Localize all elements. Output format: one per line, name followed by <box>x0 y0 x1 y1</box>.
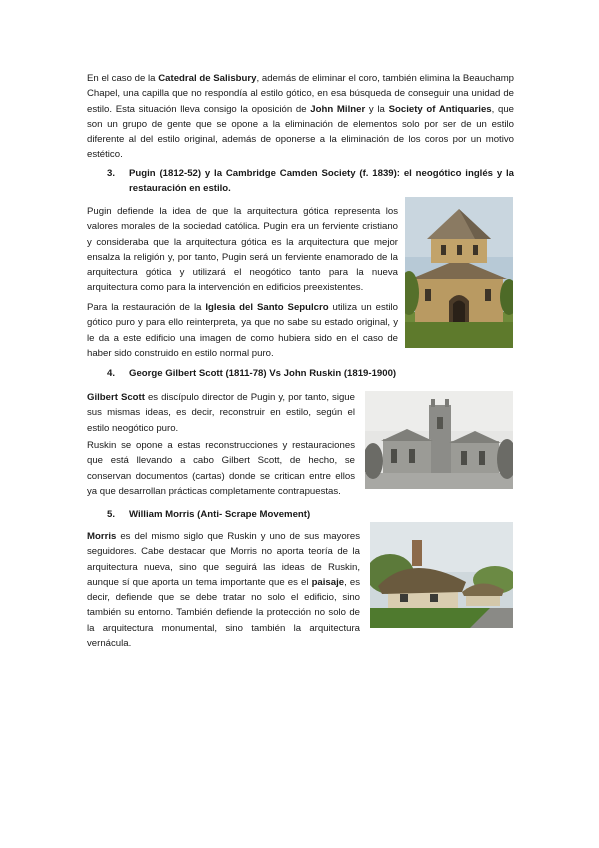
thatched-cottages-photo <box>370 522 513 628</box>
intro-text: , que son un grupo de gente que se opone a la eliminación de elementos solo por ser de un estilo diferente al del estilo original, además de oponerse a la eliminación de los coros por un motivo estético. <box>87 103 515 161</box>
paragraph-text: es discípulo director de Pugin y, por tanto, sigue sus mismas ideas, es decir, reconstruir en estilo, según el estilo neogótico puro. <box>87 392 355 434</box>
intro-paragraph <box>87 71 514 163</box>
gilbert-scott-term: Gilbert Scott <box>87 392 145 403</box>
section-5-heading <box>107 507 514 522</box>
paragraph-text: Ruskin se opone a estas reconstrucciones y restauraciones que está llevando a cabo Gilbert Scott, de hecho, se conservan documentos (cartas) donde se critican entre ellos ya que desarrollan prácticas completamente contrapuestas. <box>87 440 355 497</box>
section-5-paragraph <box>87 529 360 651</box>
paragraph-text: Para la restauración de la <box>87 302 206 313</box>
intro-text: y la <box>365 103 389 115</box>
section-number: 5. <box>107 509 116 520</box>
paragraph-text: utiliza un estilo gótico puro y para ello reinterpreta, ya que no sabe su estado original, y le da a este edificio una imagen de como hubiera sido en el caso de haber sido construido en estilo normal puro. <box>87 302 399 359</box>
section-title: William Morris (Anti- Scrape Movement) <box>129 509 311 520</box>
section-number: 3. <box>107 168 116 179</box>
section-3-paragraph-1 <box>87 204 398 296</box>
paragraph-text: Pugin defiende la idea de que la arquitectura gótica representa los valores morales de la sociedad católica. Pugin era un ferviente cristiano y consideraba que la arquitectura gótica es la arquitectura que mejor ensalza la religión y, por tanto, Pugin será un ferviente enamorado de la arquitectura gótica y utilizará el neogótico tanto para la nueva arquitectura como para la intervención en edificios preexistentes. <box>87 206 398 294</box>
paragraph-text: es del mismo siglo que Ruskin y uno de sus mayores seguidores. Cabe destacar que Morris no aporta teoría de la arquitectura nueva, sino que seguirá las ideas de Ruskin, aunque sí que aporta un tema importante que es el <box>87 531 360 588</box>
holy-sepulchre-term: Iglesia del Santo Sepulcro <box>205 302 329 313</box>
church-engraving-photo <box>365 391 513 489</box>
paragraph-text: , es decir, defiende que se debe tratar no solo el edificio, sino también su entorno. También defiende la protección no solo de la arquitectura monumental, sino también la arquitectura vernácula. <box>87 576 361 650</box>
salisbury-cathedral-term: Catedral de Salisbury <box>158 73 257 84</box>
society-antiquaries-term: Society of Antiquaries <box>388 103 492 115</box>
section-4-heading <box>107 366 514 381</box>
john-milner-term: John Milner <box>310 103 366 115</box>
section-number: 4. <box>107 368 116 379</box>
round-church-photo <box>405 197 513 348</box>
section-title: George Gilbert Scott (1811-78) Vs John Ruskin (1819-1900) <box>129 368 397 379</box>
intro-text: , además de eliminar el coro, también elimina la Beauchamp Chapel, una capilla que no respondía al estilo gótico, en esa búsqueda de conseguir una unidad de estilo. Esta situación lleva consigo la oposición de <box>87 73 515 115</box>
section-title: Pugin (1812-52) y la Cambridge Camden Society (f. 1839): el neogótico inglés y la restauración en estilo. <box>129 168 514 195</box>
section-3-heading <box>107 166 514 197</box>
intro-text: En el caso de la <box>87 73 159 84</box>
morris-term: Morris <box>87 531 117 542</box>
section-4-paragraph-1 <box>87 390 355 436</box>
section-4-paragraph-2 <box>87 438 355 499</box>
paisaje-term: paisaje <box>311 576 345 588</box>
section-3-paragraph-2 <box>87 300 398 361</box>
